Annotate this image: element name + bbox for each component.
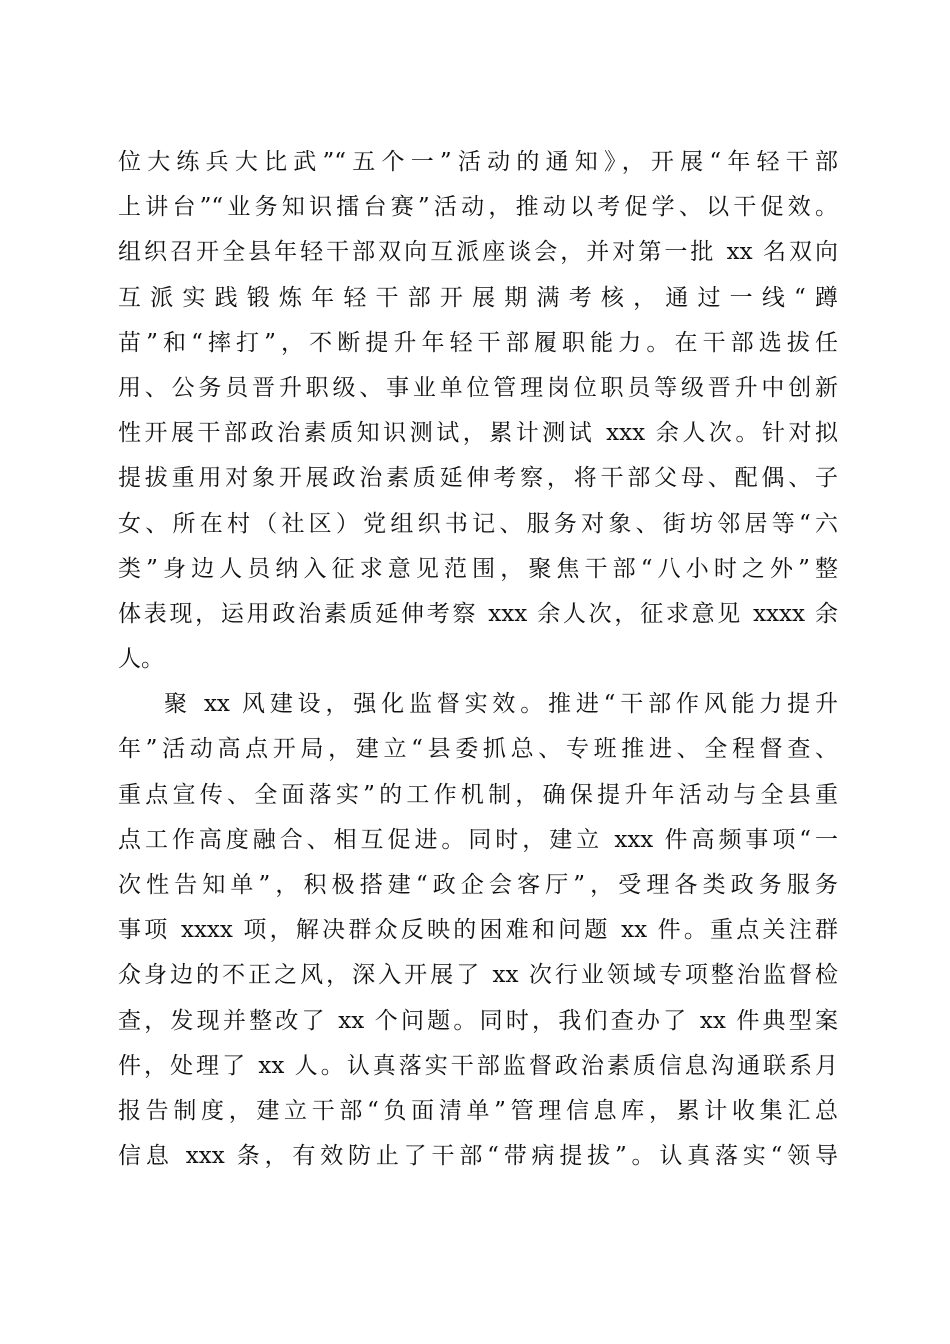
text-line: 性开展干部政治素质知识测试，累计测试 xxx 余人次。针对拟 (118, 420, 838, 447)
text-line: 报告制度，建立干部“负面清单”管理信息库，累计收集汇总 (118, 1097, 838, 1124)
document-body-text (118, 140, 838, 1179)
text-line: 互派实践锻炼年轻干部开展期满考核，通过一线“蹲 (118, 284, 838, 311)
text-line: 次性告知单”，积极搭建“政企会客厅”，受理各类政务服务 (118, 872, 838, 898)
text-line: 位大练兵大比武”“五个一”活动的通知》，开展“年轻干部 (118, 149, 838, 175)
text-line: 件，处理了 xx 人。认真落实干部监督政治素质信息沟通联系月 (118, 1052, 838, 1079)
text-line: 组织召开全县年轻干部双向互派座谈会，并对第一批 xx 名双向 (118, 239, 838, 266)
text-line: 体表现，运用政治素质延伸考察 xxx 余人次，征求意见 xxxx 余 (118, 600, 838, 627)
text-line: 女、所在村（社区）党组织书记、服务对象、街坊邻居等“六 (118, 510, 838, 537)
text-line: 事项 xxxx 项，解决群众反映的困难和问题 xx 件。重点关注群 (118, 917, 838, 944)
text-line: 上讲台”“业务知识擂台赛”活动，推动以考促学、以干促效。 (118, 194, 838, 221)
text-line: 提拔重用对象开展政治素质延伸考察，将干部父母、配偶、子 (118, 465, 838, 492)
text-line: 点工作高度融合、相互促进。同时，建立 xxx 件高频事项“一 (118, 826, 838, 853)
text-line: 类”身边人员纳入征求意见范围，聚焦干部“八小时之外”整 (118, 555, 838, 582)
text-line: 用、公务员晋升职级、事业单位管理岗位职员等级晋升中创新 (118, 374, 838, 401)
text-line: 年”活动高点开局，建立“县委抓总、专班推进、全程督查、 (118, 736, 838, 763)
text-line: 重点宣传、全面落实”的工作机制，确保提升年活动与全县重 (118, 781, 838, 808)
text-line: 信息 xxx 条，有效防止了干部“带病提拔”。认真落实“领导 (118, 1143, 838, 1170)
paragraph-first-line: 聚 xx 风建设，强化监督实效。推进“干部作风能力提升 (164, 691, 838, 718)
text-line: 众身边的不正之风，深入开展了 xx 次行业领域专项整治监督检 (118, 962, 838, 989)
text-line: 查，发现并整改了 xx 个问题。同时，我们查办了 xx 件典型案 (118, 1007, 838, 1034)
text-line: 苗”和“摔打”，不断提升年轻干部履职能力。在干部选拔任 (118, 329, 838, 356)
text-line: 人。 (118, 646, 164, 673)
